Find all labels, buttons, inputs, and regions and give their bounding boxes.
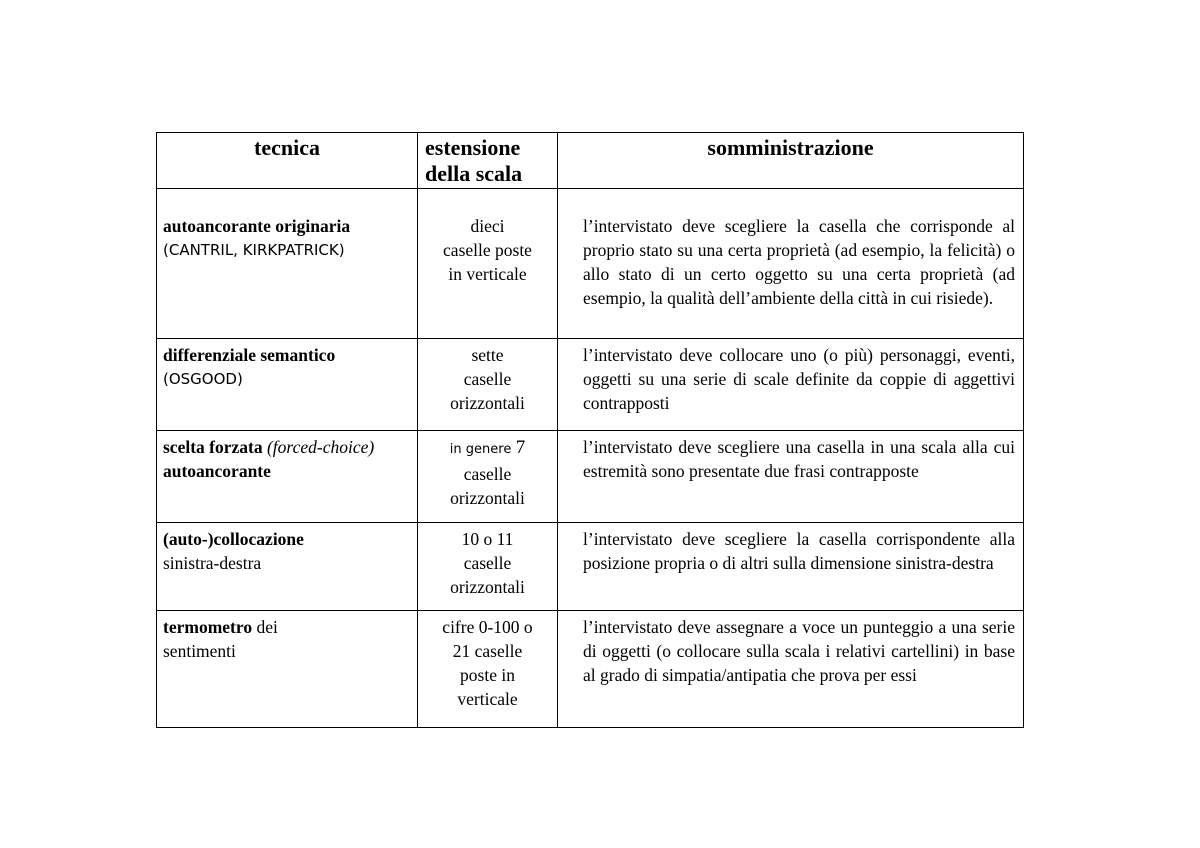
tecnica-sub: sentimenti (163, 641, 236, 661)
header-estensione-line1: estensione (425, 135, 521, 160)
tecnica-name: differenziale semantico (163, 345, 336, 365)
tecnica-name: scelta forzata (163, 437, 263, 457)
tecnica-name: (auto-)collocazione (163, 529, 304, 549)
header-row (157, 133, 1024, 189)
header-somministrazione (558, 133, 1024, 189)
cell-estensione (418, 189, 558, 339)
cell-tecnica (157, 189, 418, 339)
cell-tecnica (157, 431, 418, 523)
estensione-line: dieci (470, 216, 505, 236)
tecnica-name: autoancorante originaria (163, 216, 351, 236)
header-tecnica (157, 133, 418, 189)
tecnica-authors: (CANTRIL, KIRKPATRICK) (163, 241, 345, 259)
estensione-line: orizzontali (450, 488, 525, 508)
estensione-line: sette (471, 345, 504, 365)
cell-somministrazione (558, 339, 1024, 431)
cell-somministrazione (558, 189, 1024, 339)
estensione-line: caselle poste (443, 240, 532, 260)
header-somministrazione-text: somministrazione (707, 135, 874, 160)
estensione-line: verticale (457, 689, 518, 709)
estensione-line: 10 o 11 (461, 529, 514, 549)
somministrazione-text: l’intervistato deve scegliere la casella corrispondente alla posizione propria o di altri sulla dimensione sinistra-destra (583, 529, 1015, 573)
somministrazione-text: l’intervistato deve collocare uno (o più) personaggi, eventi, oggetti su una serie di scale definite da coppie di aggettivi contrapposti (583, 345, 1015, 413)
techniques-table (156, 132, 1024, 728)
cell-estensione (418, 339, 558, 431)
estensione-number: 7 (515, 437, 526, 458)
cell-somministrazione (558, 431, 1024, 523)
estensione-line: caselle (463, 369, 512, 389)
somministrazione-text: l’intervistato deve scegliere la casella che corrisponde al proprio stato su una certa proprietà (ad esempio, la felicità) o allo stato di un certo oggetto su una certa proprietà (ad esempio, la qualità dell’ambiente della città in cui risiede). (583, 216, 1015, 308)
tecnica-rest: dei (256, 617, 278, 637)
header-estensione (418, 133, 558, 189)
cell-tecnica (157, 523, 418, 611)
table-row (157, 431, 1024, 523)
table-row (157, 611, 1024, 728)
estensione-line: orizzontali (450, 393, 525, 413)
estensione-line: poste in (460, 665, 515, 685)
somministrazione-text: l’intervistato deve assegnare a voce un punteggio a una serie di oggetti (o collocare sulla scala i relativi cartellini) in base al grado di simpatia/antipatia che prova per essi (583, 617, 1015, 685)
tecnica-sub: sinistra-destra (163, 553, 262, 573)
estensione-qualifier: in genere (449, 442, 512, 457)
tecnica-english: (forced-choice) (266, 437, 375, 457)
cell-tecnica (157, 339, 418, 431)
cell-tecnica (157, 611, 418, 728)
tecnica-name: termometro (163, 617, 253, 637)
cell-estensione (418, 431, 558, 523)
somministrazione-text: l’intervistato deve scegliere una casella in una scala alla cui estremità sono presentate due frasi contrapposte (583, 437, 1015, 481)
estensione-line: caselle (463, 464, 512, 484)
tecnica-authors: (OSGOOD) (163, 370, 243, 388)
estensione-line: in verticale (448, 264, 527, 284)
estensione-line: orizzontali (450, 577, 525, 597)
tecnica-name-suffix: autoancorante (163, 461, 271, 481)
table-row (157, 339, 1024, 431)
header-estensione-line2: della scala (425, 161, 523, 186)
table-row (157, 189, 1024, 339)
cell-estensione (418, 523, 558, 611)
cell-somministrazione (558, 523, 1024, 611)
estensione-line: 21 caselle (452, 641, 523, 661)
estensione-line: caselle (463, 553, 512, 573)
estensione-line: cifre 0-100 o (442, 617, 533, 637)
header-tecnica-text: tecnica (254, 135, 320, 160)
cell-estensione (418, 611, 558, 728)
cell-somministrazione (558, 611, 1024, 728)
table-row (157, 523, 1024, 611)
